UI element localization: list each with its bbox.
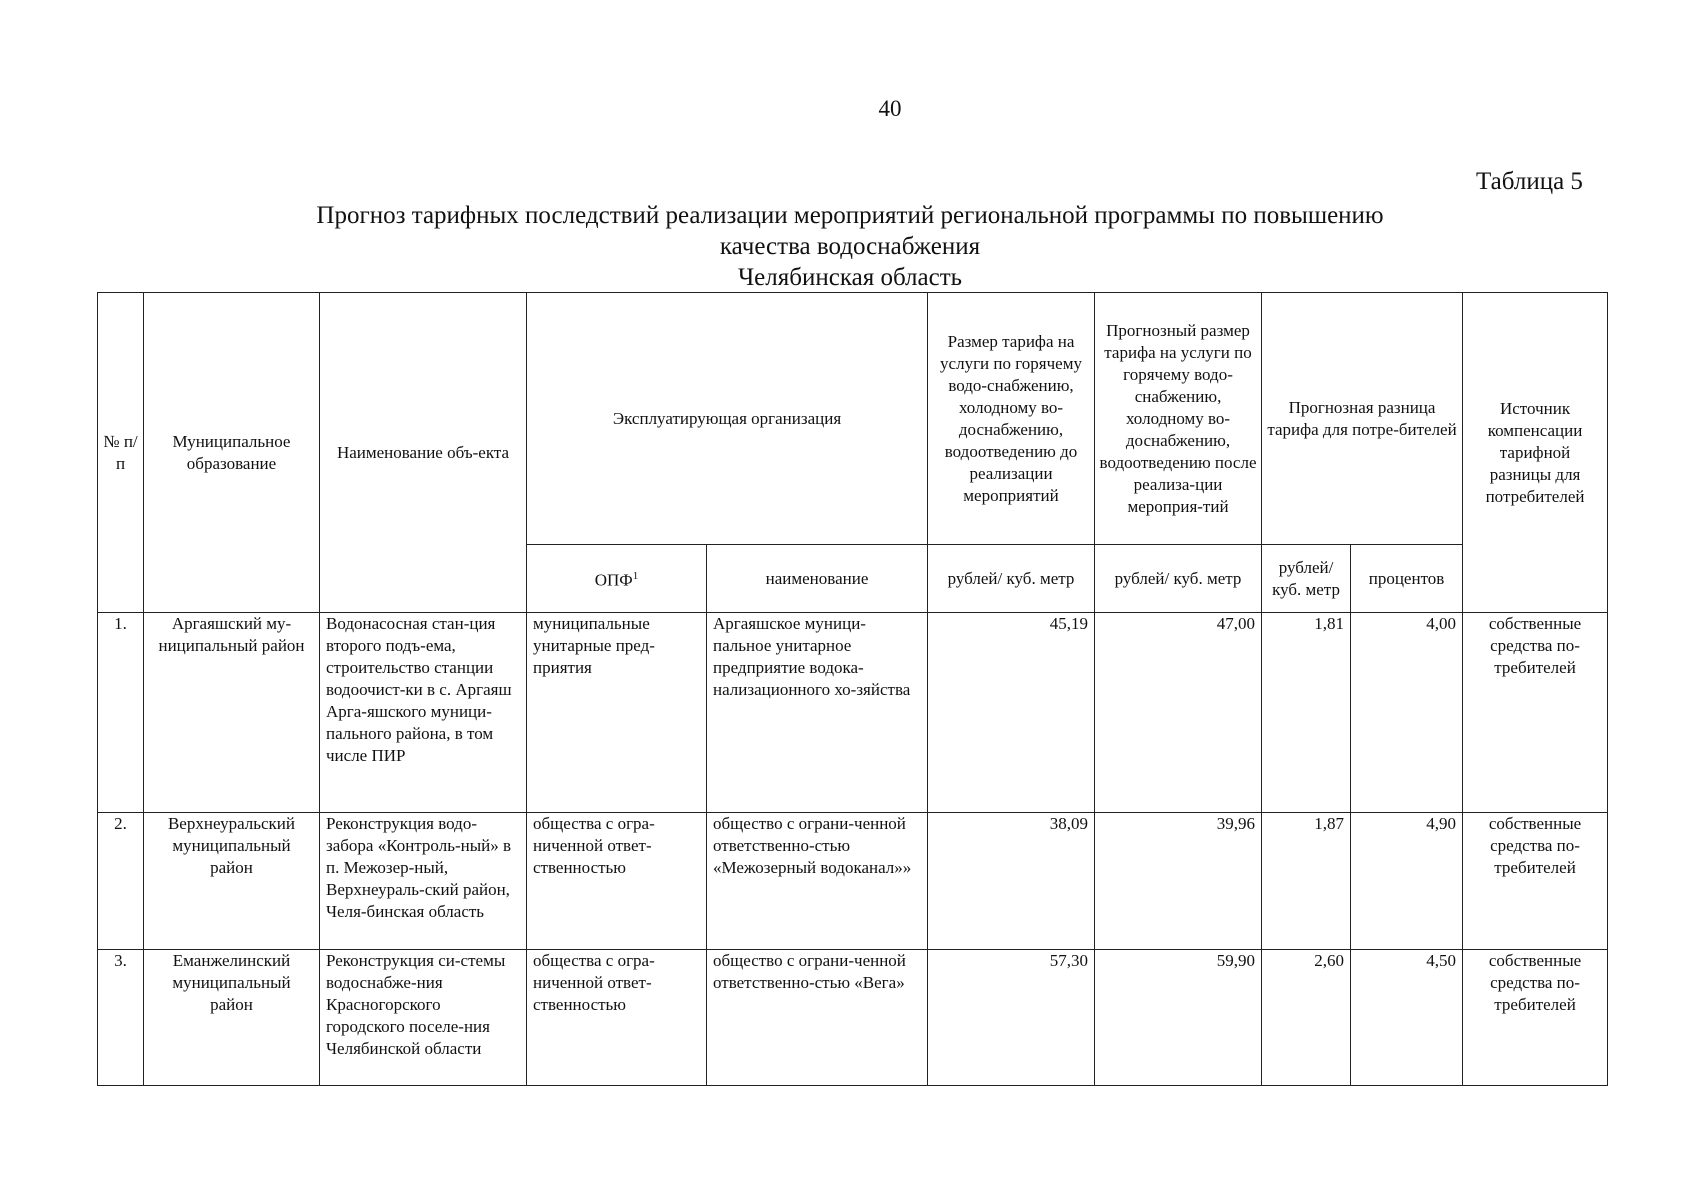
- row-tariff-before: 45,19: [928, 613, 1095, 813]
- row-tariff-after: 47,00: [1095, 613, 1262, 813]
- header-opf-label: ОПФ: [594, 570, 633, 590]
- header-tariff-after: Прогнозный размер тарифа на услуги по горячему водо-снабжению, холодному во-доснабжению, водоотведению после реализа-ции мероприя-тий: [1095, 293, 1262, 545]
- row-tariff-after: 59,90: [1095, 950, 1262, 1086]
- row-opf: муниципальные унитарные пред-приятия: [527, 613, 707, 813]
- header-tariff-before: Размер тарифа на услуги по горячему водо-снабжению, холодному во-доснабжению, водоотведению до реализации мероприятий: [928, 293, 1095, 545]
- row-tariff-before: 38,09: [928, 813, 1095, 950]
- row-diff-pct: 4,90: [1351, 813, 1463, 950]
- row-diff-rub: 2,60: [1262, 950, 1351, 1086]
- title-line-1: Прогноз тарифных последствий реализации мероприятий региональной программы по повышению: [316, 202, 1384, 229]
- row-object: Водонасосная стан-ция второго подъ-ема, строительство станции водоочист-ки в с. Аргаяш Арга-яшского муници-пального района, в том числе ПИР: [320, 613, 527, 813]
- row-source: собственные средства по-требителей: [1463, 613, 1608, 813]
- row-index: 1.: [98, 613, 144, 813]
- row-opf: общества с огра-ниченной ответ-ственностью: [527, 950, 707, 1086]
- row-opf: общества с огра-ниченной ответ-ственностью: [527, 813, 707, 950]
- header-tariff-after-unit: рублей/ куб. метр: [1095, 545, 1262, 613]
- header-difference-rub: рублей/ куб. метр: [1262, 545, 1351, 613]
- row-source: собственные средства по-требителей: [1463, 950, 1608, 1086]
- row-diff-rub: 1,87: [1262, 813, 1351, 950]
- row-org-name: Аргаяшское муници-пальное унитарное предприятие водока-нализационного хо-зяйства: [707, 613, 928, 813]
- row-object: Реконструкция водо-забора «Контроль-ный» в п. Межозер-ный, Верхнеураль-ский район, Челя-бинская область: [320, 813, 527, 950]
- row-object: Реконструкция си-стемы водоснабже-ния Красногорского городского поселе-ния Челябинской области: [320, 950, 527, 1086]
- table-row: [98, 813, 1608, 950]
- row-diff-pct: 4,00: [1351, 613, 1463, 813]
- row-municipality: Аргаяшский му-ниципальный район: [144, 613, 320, 813]
- header-tariff-before-unit: рублей/ куб. метр: [928, 545, 1095, 613]
- footnote-marker: 1: [632, 570, 639, 583]
- page-number: 40: [878, 96, 902, 121]
- row-index: 2.: [98, 813, 144, 950]
- table-label: Таблица 5: [1476, 168, 1583, 195]
- tariff-table: [97, 292, 1608, 1086]
- header-difference-pct: процентов: [1351, 545, 1463, 613]
- header-operator: Эксплуатирующая организация: [527, 293, 928, 545]
- row-source: собственные средства по-требителей: [1463, 813, 1608, 950]
- title-line-3: Челябинская область: [737, 264, 963, 291]
- table-row: [98, 950, 1608, 1086]
- header-difference: Прогнозная разница тарифа для потре-бителей: [1262, 293, 1463, 545]
- header-row-1: [98, 293, 1608, 545]
- table-row: [98, 613, 1608, 813]
- header-opf: [527, 545, 707, 613]
- row-org-name: общество с ограни-ченной ответственно-стью «Межозерный водоканал»»: [707, 813, 928, 950]
- header-source: Источник компенсации тарифной разницы для потребителей: [1463, 293, 1608, 613]
- row-diff-rub: 1,81: [1262, 613, 1351, 813]
- row-org-name: общество с ограни-ченной ответственно-стью «Вега»: [707, 950, 928, 1086]
- document-title: [240, 200, 1460, 293]
- row-tariff-after: 39,96: [1095, 813, 1262, 950]
- header-org-name: наименование: [707, 545, 928, 613]
- row-diff-pct: 4,50: [1351, 950, 1463, 1086]
- row-municipality: Еманжелинский муниципальный район: [144, 950, 320, 1086]
- row-municipality: Верхнеуральский муниципальный район: [144, 813, 320, 950]
- row-index: 3.: [98, 950, 144, 1086]
- title-line-2: качества водоснабжения: [719, 233, 981, 260]
- row-tariff-before: 57,30: [928, 950, 1095, 1086]
- header-num: № п/п: [98, 293, 144, 613]
- header-object: Наименование объ-екта: [320, 293, 527, 613]
- header-municipality: Муниципальное образование: [144, 293, 320, 613]
